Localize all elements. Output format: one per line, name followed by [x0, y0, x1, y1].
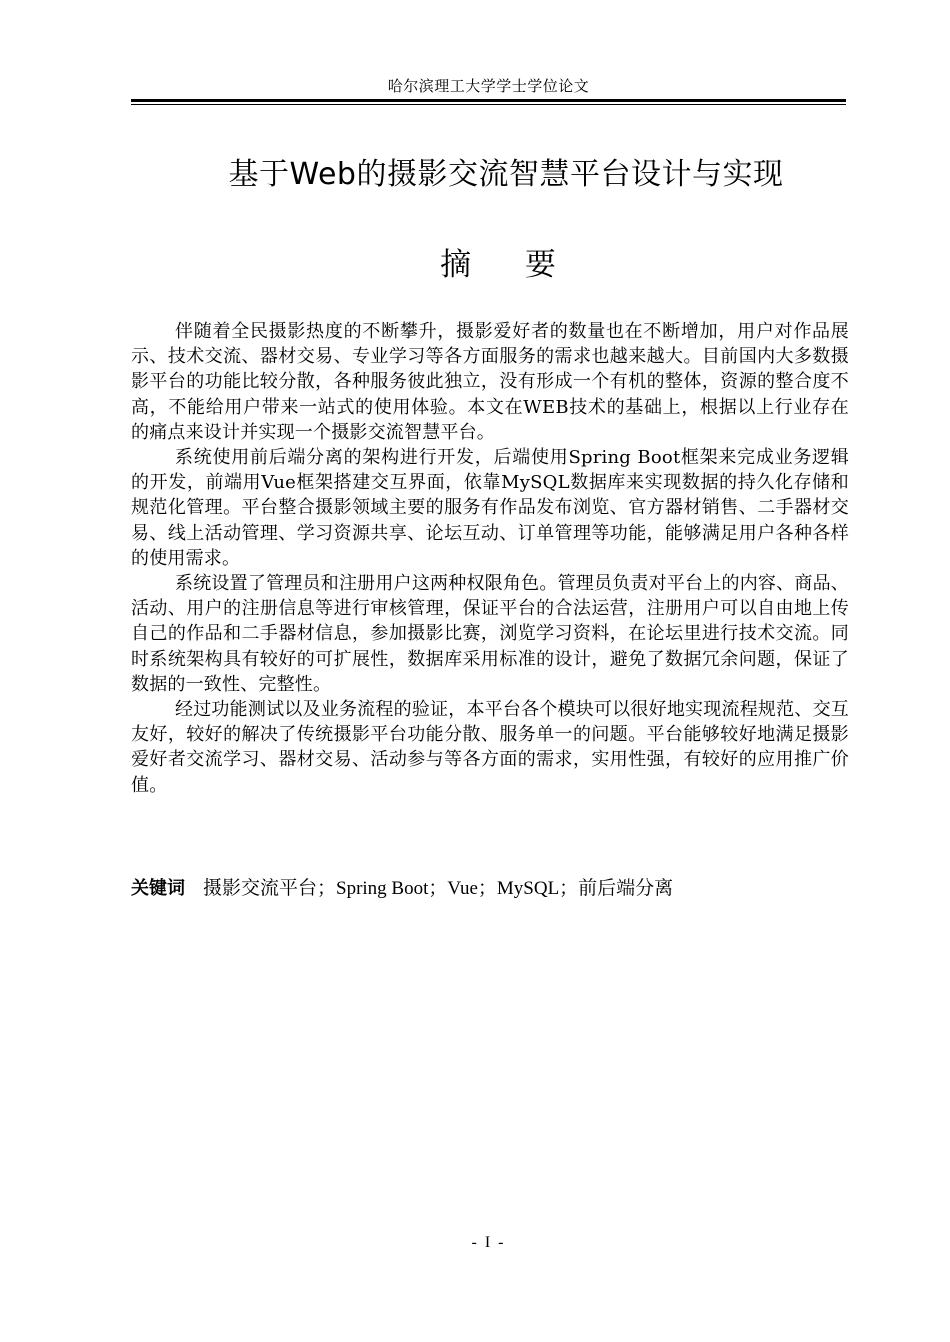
- abstract-heading: 摘 要: [440, 247, 578, 283]
- abstract-paragraph-2: 系统使用前后端分离的架构进行开发，后端使用Spring Boot框架来完成业务逻辑的开发，前端用Vue框架搭建交互界面，依靠MySQL数据库来实现数据的持久化存储和规范化管理。平台整合摄影领域主要的服务有作品发布浏览、官方器材销售、二手器材交易、线上活动管理、学习资源共享、论坛互动、订单管理等功能，能够满足用户各种各样的使用需求。: [131, 447, 849, 569]
- abstract-paragraph-1: 伴随着全民摄影热度的不断攀升，摄影爱好者的数量也在不断增加，用户对作品展示、技术交流、器材交易、专业学习等各方面服务的需求也越来越大。目前国内大多数摄影平台的功能比较分散，各种服务彼此独立，没有形成一个有机的整体，资源的整合度不高，不能给用户带来一站式的使用体验。本文在WEB技术的基础上，根据以上行业存在的痛点来设计并实现一个摄影交流智慧平台。: [131, 321, 849, 443]
- running-header: 哈尔滨理工大学学士学位论文: [387, 77, 590, 95]
- header-rule-thin: [131, 104, 846, 105]
- page-number: - I -: [471, 1234, 506, 1251]
- keywords-line: [131, 876, 851, 902]
- thesis-title: 基于Web的摄影交流智慧平台设计与实现: [228, 157, 784, 192]
- abstract-paragraph-4: 经过功能测试以及业务流程的验证，本平台各个模块可以很好地实现流程规范、交互友好，较好的解决了传统摄影平台功能分散、服务单一的问题。平台能够较好地满足摄影爱好者交流学习、器材交易、活动参与等各方面的需求，实用性强，有较好的应用推广价值。: [131, 699, 849, 796]
- abstract-paragraph-3: 系统设置了管理员和注册用户这两种权限角色。管理员负责对平台上的内容、商品、活动、用户的注册信息等进行审核管理，保证平台的合法运营，注册用户可以自由地上传自己的作品和二手器材信息，参加摄影比赛，浏览学习资料，在论坛里进行技术交流。同时系统架构具有较好的可扩展性，数据库采用标准的设计，避免了数据冗余问题，保证了数据的一致性、完整性。: [131, 573, 849, 695]
- keywords-label: 关键词: [131, 878, 185, 899]
- header-rule-thick: [131, 99, 846, 102]
- keywords-values: 摄影交流平台；Spring Boot；Vue；MySQL；前后端分离: [203, 878, 674, 899]
- abstract-body: [131, 319, 849, 798]
